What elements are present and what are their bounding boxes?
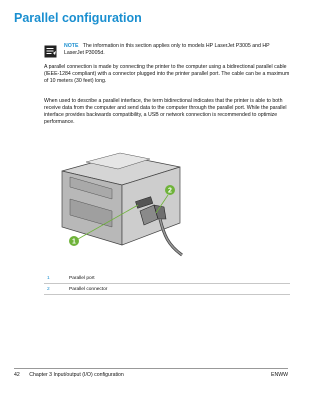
page-number: 42 [14,372,20,378]
callout-1 [69,236,79,246]
chapter-title: Chapter 3 Input/output (I/O) configuration [29,372,124,378]
svg-text:2: 2 [168,187,172,195]
callout-2 [165,185,175,195]
printer-illustration [56,137,186,262]
note-label: NOTE [64,43,79,49]
paragraph-bidirectional: When used to describe a parallel interface, the term bidirectional indicates that the printer is able to both receive data from the computer and send data to the computer through the parallel port. While the parallel interface provides backwards compatibility, a USB or network connection is recommended to optimize performance. [44,98,287,125]
note-icon [44,45,57,58]
legend-table [44,273,290,295]
page-title: Parallel configuration [14,11,142,25]
note-box [64,43,284,57]
legend-number: 1 [44,273,69,284]
table-row [44,284,290,295]
paragraph-connection: A parallel connection is made by connecting the printer to the computer using a bidirectional parallel cable (IEEE-1284 compliant) with a connector plugged into the printer parallel port. The cable can be a maximum of 10 meters (30 feet) long. [44,64,290,84]
footer-right: ENWW [271,372,288,378]
legend-label: Parallel connector [69,284,290,295]
svg-text:1: 1 [72,238,76,246]
legend-label: Parallel port [69,273,290,284]
note-text: The information in this section applies only to models HP LaserJet P3005 and HP LaserJet P3005d. [64,43,270,56]
legend-number: 2 [44,284,69,295]
table-row [44,273,290,284]
page-footer [14,368,288,378]
